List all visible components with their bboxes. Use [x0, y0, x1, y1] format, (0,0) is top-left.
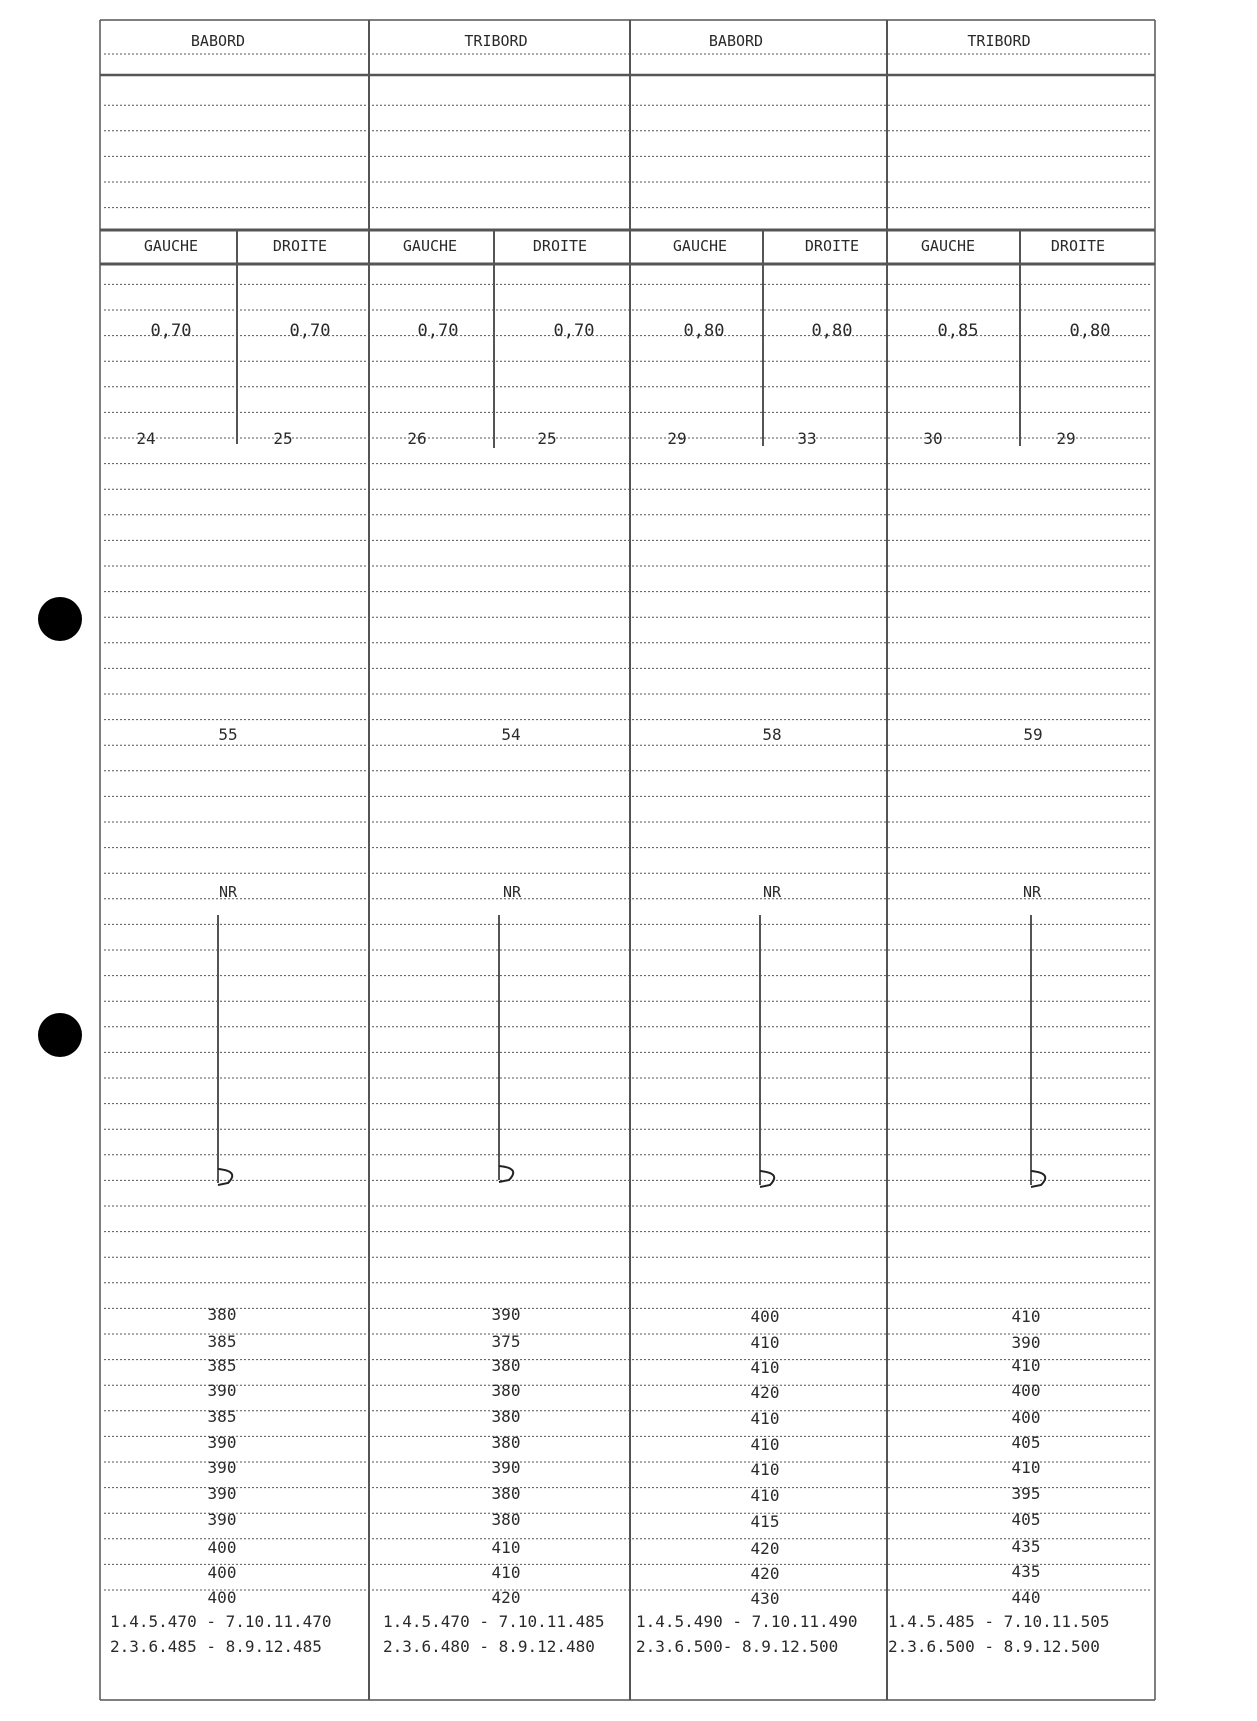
count-right: 29	[1056, 429, 1076, 448]
series-value: 410	[750, 1486, 780, 1505]
ratio-right: 0,80	[811, 321, 853, 341]
punch-hole-top	[38, 597, 82, 641]
count-right: 25	[273, 429, 293, 448]
series-value: 395	[1011, 1484, 1041, 1503]
footer-line-2: 2.3.6.485 - 8.9.12.485	[110, 1637, 322, 1656]
nr-hook	[218, 1169, 232, 1185]
series-value: 405	[1011, 1433, 1041, 1452]
series-value: 405	[1011, 1510, 1041, 1529]
count-right: 25	[537, 429, 557, 448]
series-value: 410	[1011, 1356, 1041, 1375]
footer-line-1: 1.4.5.490 - 7.10.11.490	[636, 1612, 858, 1631]
footer-line-2: 2.3.6.500- 8.9.12.500	[636, 1637, 839, 1656]
series-value: 380	[491, 1510, 521, 1529]
series-value: 390	[207, 1381, 237, 1400]
series-value: 390	[491, 1458, 521, 1477]
column-header: TRIBORD	[464, 32, 528, 50]
sub-header-left: GAUCHE	[143, 237, 199, 255]
series-value: 380	[491, 1381, 521, 1400]
nr-label: NR	[218, 883, 238, 901]
series-value: 420	[750, 1539, 780, 1558]
series-value: 385	[207, 1407, 237, 1426]
series-value: 420	[491, 1588, 521, 1607]
sub-header-right: DROITE	[272, 237, 328, 255]
column-header: BABORD	[190, 32, 246, 50]
series-value: 375	[491, 1332, 521, 1351]
nr-label: NR	[762, 883, 782, 901]
sub-header-left: GAUCHE	[402, 237, 458, 255]
series-value: 400	[207, 1588, 237, 1607]
series-value: 380	[491, 1433, 521, 1452]
ratio-left: 0,85	[937, 321, 979, 341]
footer-line-2: 2.3.6.500 - 8.9.12.500	[888, 1637, 1100, 1656]
total: 55	[218, 725, 238, 744]
column-header: TRIBORD	[967, 32, 1031, 50]
series-value: 410	[491, 1538, 521, 1557]
ratio-right: 0,70	[289, 321, 331, 341]
count-right: 33	[797, 429, 817, 448]
ratio-right: 0,80	[1069, 321, 1111, 341]
series-value: 430	[750, 1589, 780, 1608]
column-header: BABORD	[708, 32, 764, 50]
nr-label: NR	[502, 883, 522, 901]
series-value: 420	[750, 1564, 780, 1583]
series-value: 400	[750, 1307, 780, 1326]
series-value: 390	[1011, 1333, 1041, 1352]
series-value: 390	[207, 1484, 237, 1503]
ratio-left: 0,70	[417, 321, 459, 341]
series-value: 410	[750, 1435, 780, 1454]
total: 58	[762, 725, 782, 744]
nr-hook	[499, 1166, 513, 1182]
series-value: 380	[491, 1407, 521, 1426]
footer-line-1: 1.4.5.485 - 7.10.11.505	[888, 1612, 1110, 1631]
series-value: 390	[207, 1510, 237, 1529]
series-value: 410	[1011, 1307, 1041, 1326]
series-value: 440	[1011, 1588, 1041, 1607]
count-left: 30	[923, 429, 943, 448]
total: 54	[501, 725, 521, 744]
series-value: 400	[207, 1563, 237, 1582]
series-value: 410	[491, 1563, 521, 1582]
sub-header-left: GAUCHE	[920, 237, 976, 255]
series-value: 390	[207, 1433, 237, 1452]
series-value: 410	[1011, 1458, 1041, 1477]
ratio-left: 0,70	[150, 321, 192, 341]
nr-hook	[760, 1171, 774, 1187]
punch-hole-bottom	[38, 1013, 82, 1057]
nr-label: NR	[1022, 883, 1042, 901]
series-value: 410	[750, 1333, 780, 1352]
series-value: 380	[491, 1484, 521, 1503]
ratio-left: 0,80	[683, 321, 725, 341]
footer-line-2: 2.3.6.480 - 8.9.12.480	[383, 1637, 595, 1656]
series-value: 385	[207, 1332, 237, 1351]
series-value: 380	[207, 1305, 237, 1324]
ratio-right: 0,70	[553, 321, 595, 341]
series-value: 380	[491, 1356, 521, 1375]
series-value: 400	[207, 1538, 237, 1557]
series-value: 410	[750, 1358, 780, 1377]
footer-line-1: 1.4.5.470 - 7.10.11.470	[110, 1612, 332, 1631]
sub-header-right: DROITE	[804, 237, 860, 255]
series-value: 435	[1011, 1537, 1041, 1556]
count-left: 26	[407, 429, 427, 448]
total: 59	[1023, 725, 1043, 744]
nr-hook	[1031, 1171, 1045, 1187]
series-value: 390	[491, 1305, 521, 1324]
series-value: 400	[1011, 1381, 1041, 1400]
sub-header-right: DROITE	[1050, 237, 1106, 255]
count-left: 29	[667, 429, 687, 448]
series-value: 420	[750, 1383, 780, 1402]
series-value: 390	[207, 1458, 237, 1477]
series-value: 415	[750, 1512, 780, 1531]
series-value: 410	[750, 1409, 780, 1428]
series-value: 400	[1011, 1408, 1041, 1427]
sub-header-left: GAUCHE	[672, 237, 728, 255]
sub-header-right: DROITE	[532, 237, 588, 255]
series-value: 435	[1011, 1562, 1041, 1581]
series-value: 410	[750, 1460, 780, 1479]
count-left: 24	[136, 429, 156, 448]
series-value: 385	[207, 1356, 237, 1375]
footer-line-1: 1.4.5.470 - 7.10.11.485	[383, 1612, 605, 1631]
